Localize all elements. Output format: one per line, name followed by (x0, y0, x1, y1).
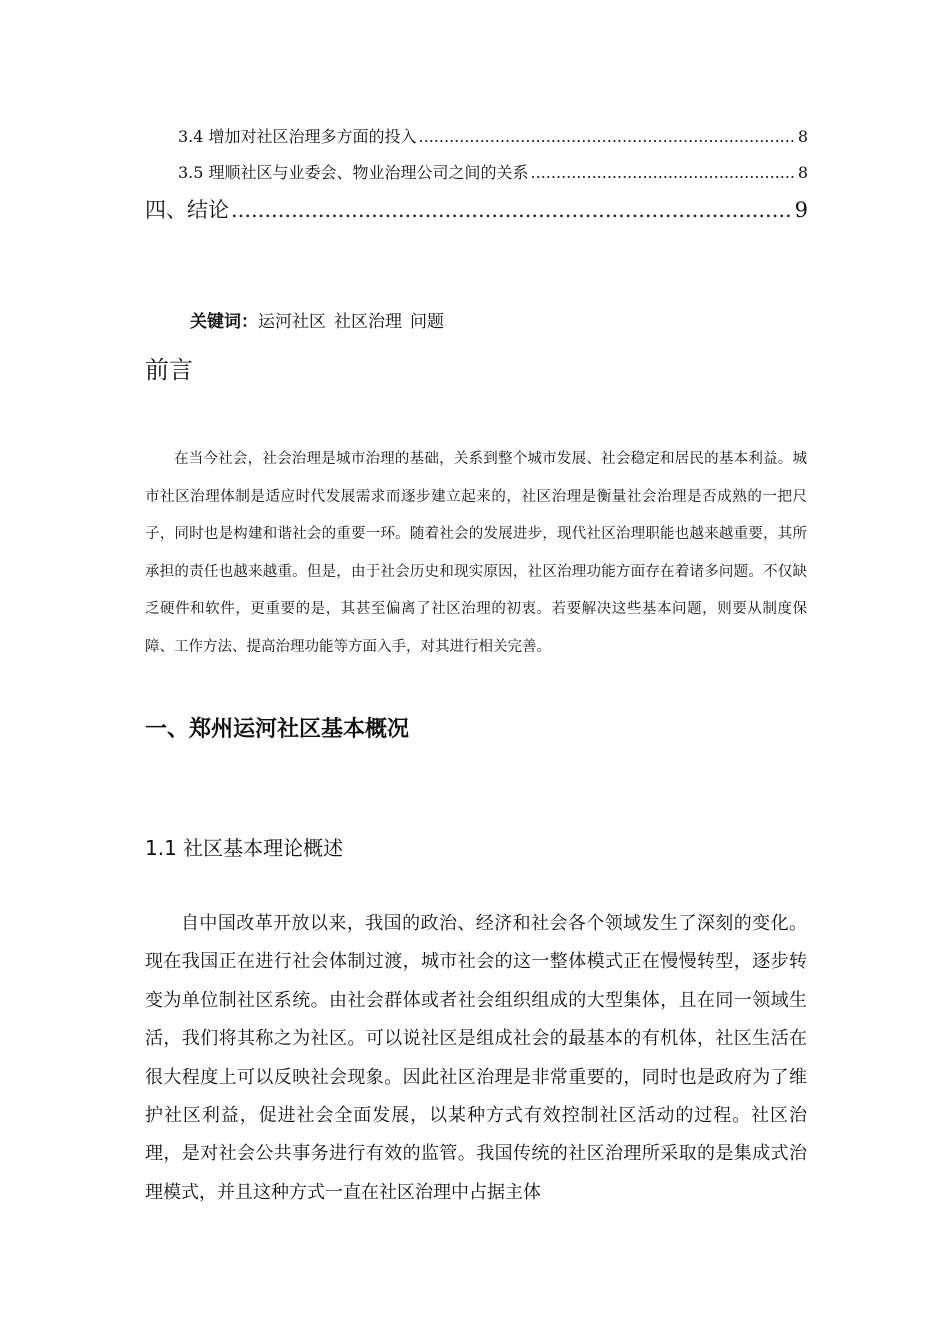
subsection-heading: 1.1 社区基本理论概述 (145, 836, 344, 860)
subsection-paragraph: 自中国改革开放以来，我国的政治、经济和社会各个领域发生了深刻的变化。现在我国正在进行社会体制过渡，城市社会的这一整体模式正在慢慢转型，逐步转变为单位制社区系统。由社会群体或者社会组织组成的大型集体，且在同一领域生活，我们将其称之为社区。可以说社区是组成社会的最基本的有机体，社区生活在很大程度上可以反映社会现象。因此社区治理是非常重要的，同时也是政府为了维护社区利益，促进社会全面发展，以某种方式有效控制社区活动的过程。社区治理，是对社会公共事务进行有效的监管。我国传统的社区治理所采取的是集成式治理模式，并且这种方式一直在社区治理中占据主体 (145, 913, 807, 1203)
toc-entry[interactable] (178, 160, 808, 183)
toc-entry-page: 8 (797, 127, 808, 146)
keywords-label: 关键词： (190, 312, 258, 332)
toc-leader-dots (419, 127, 796, 146)
keyword: 问题 (410, 312, 444, 332)
toc-leader-dots (531, 163, 796, 182)
toc-entry-page: 8 (797, 163, 808, 182)
toc-leader-dots (231, 198, 793, 222)
keyword: 社区治理 (334, 312, 402, 332)
toc-entry-title: 四、结论 (145, 198, 229, 222)
section-heading: 一、郑州运河社区基本概况 (145, 717, 410, 742)
toc-entry[interactable] (178, 124, 808, 147)
preface-heading: 前言 (145, 356, 193, 384)
preface-paragraph: 在当今社会，社会治理是城市治理的基础，关系到整个城市发展、社会稳定和居民的基本利益。城市社区治理体制是适应时代发展需求而逐步建立起来的，社区治理是衡量社会治理是否成熟的一把尺子，同时也是构建和谐社会的重要一环。随着社会的发展进步，现代社区治理职能也越来越重要，其所承担的责任也越来越重。但是，由于社会历史和现实原因，社区治理功能方面存在着诸多问题。不仅缺乏硬件和软件，更重要的是，其甚至偏离了社区治理的初衷。若要解决这些基本问题，则要从制度保障、工作方法、提高治理功能等方面入手，对其进行相关完善。 (145, 451, 807, 655)
toc-entry-title: 3.5 理顺社区与业委会、物业治理公司之间的关系 (178, 163, 529, 182)
keywords-line (190, 307, 452, 332)
keyword: 运河社区 (258, 312, 326, 332)
toc-entry[interactable] (145, 194, 808, 224)
toc-entry-title: 3.4 增加对社区治理多方面的投入 (178, 127, 417, 146)
toc-entry-page: 9 (794, 198, 808, 222)
